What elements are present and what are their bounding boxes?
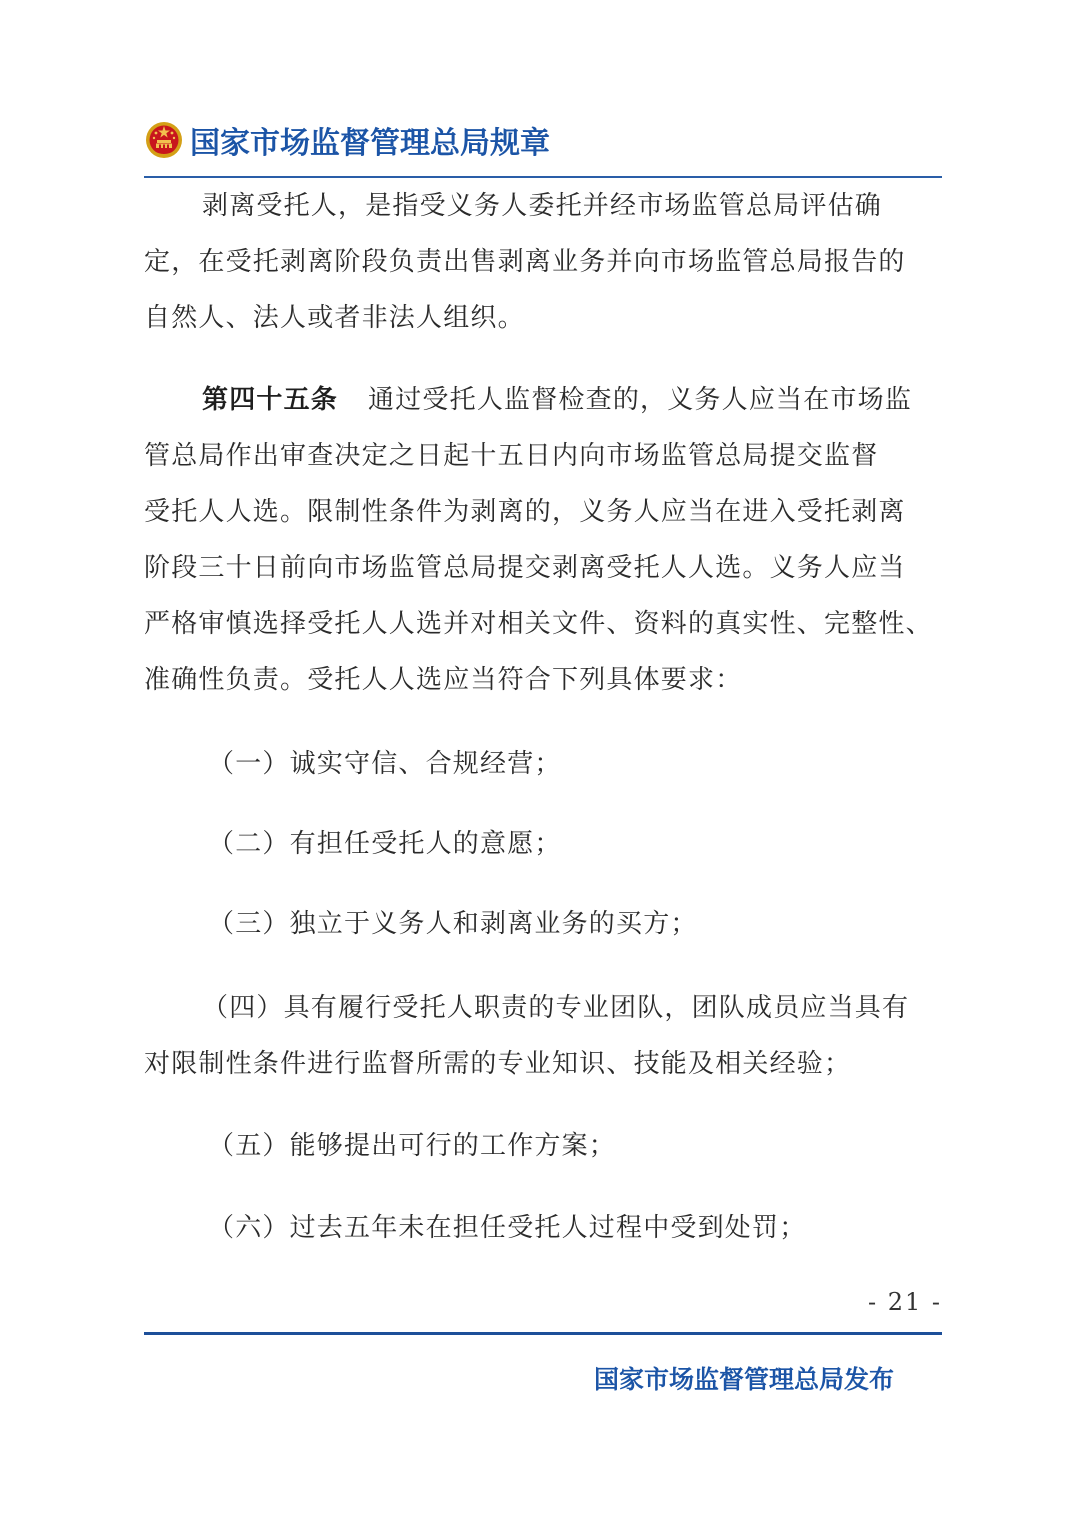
paragraph-line: 受托人人选。限制性条件为剥离的，义务人应当在进入受托剥离 — [144, 497, 906, 527]
paragraph-line: 剥离受托人，是指受义务人委托并经市场监管总局评估确 — [202, 191, 883, 221]
footer-publisher: 国家市场监督管理总局发布 — [594, 1365, 895, 1394]
paragraph-line: 严格审慎选择受托人人选并对相关文件、资料的真实性、完整性、 — [144, 609, 933, 639]
article-first-line — [202, 380, 912, 420]
paragraph-line: 通过受托人监督检查的，义务人应当在市场监 — [368, 385, 913, 415]
list-item: （三）独立于义务人和剥离业务的买方； — [208, 909, 698, 939]
list-item: （二）有担任受托人的意愿； — [208, 829, 562, 859]
header-title: 国家市场监督管理总局规章 — [190, 126, 550, 161]
national-emblem-icon — [144, 120, 184, 160]
article-heading: 第四十五条 — [202, 385, 339, 415]
page-number: - 21 - — [867, 1288, 942, 1316]
footer-divider — [144, 1332, 942, 1335]
list-item-continuation: 对限制性条件进行监督所需的专业知识、技能及相关经验； — [144, 1049, 852, 1079]
list-item: （一）诚实守信、合规经营； — [208, 749, 562, 779]
paragraph-line: 定，在受托剥离阶段负责出售剥离业务并向市场监管总局报告的 — [144, 247, 906, 277]
paragraph-line: 管总局作出审查决定之日起十五日内向市场监管总局提交监督 — [144, 441, 879, 471]
list-item: （五）能够提出可行的工作方案； — [208, 1131, 617, 1161]
list-item: （六）过去五年未在担任受托人过程中受到处罚； — [208, 1213, 807, 1243]
page-header — [144, 112, 550, 168]
list-item: （四）具有履行受托人职责的专业团队，团队成员应当具有 — [202, 993, 910, 1023]
paragraph-line: 阶段三十日前向市场监管总局提交剥离受托人人选。义务人应当 — [144, 553, 906, 583]
paragraph-line: 准确性负责。受托人人选应当符合下列具体要求： — [144, 665, 743, 695]
paragraph-line: 自然人、法人或者非法人组织。 — [144, 303, 525, 333]
header-divider — [144, 176, 942, 178]
